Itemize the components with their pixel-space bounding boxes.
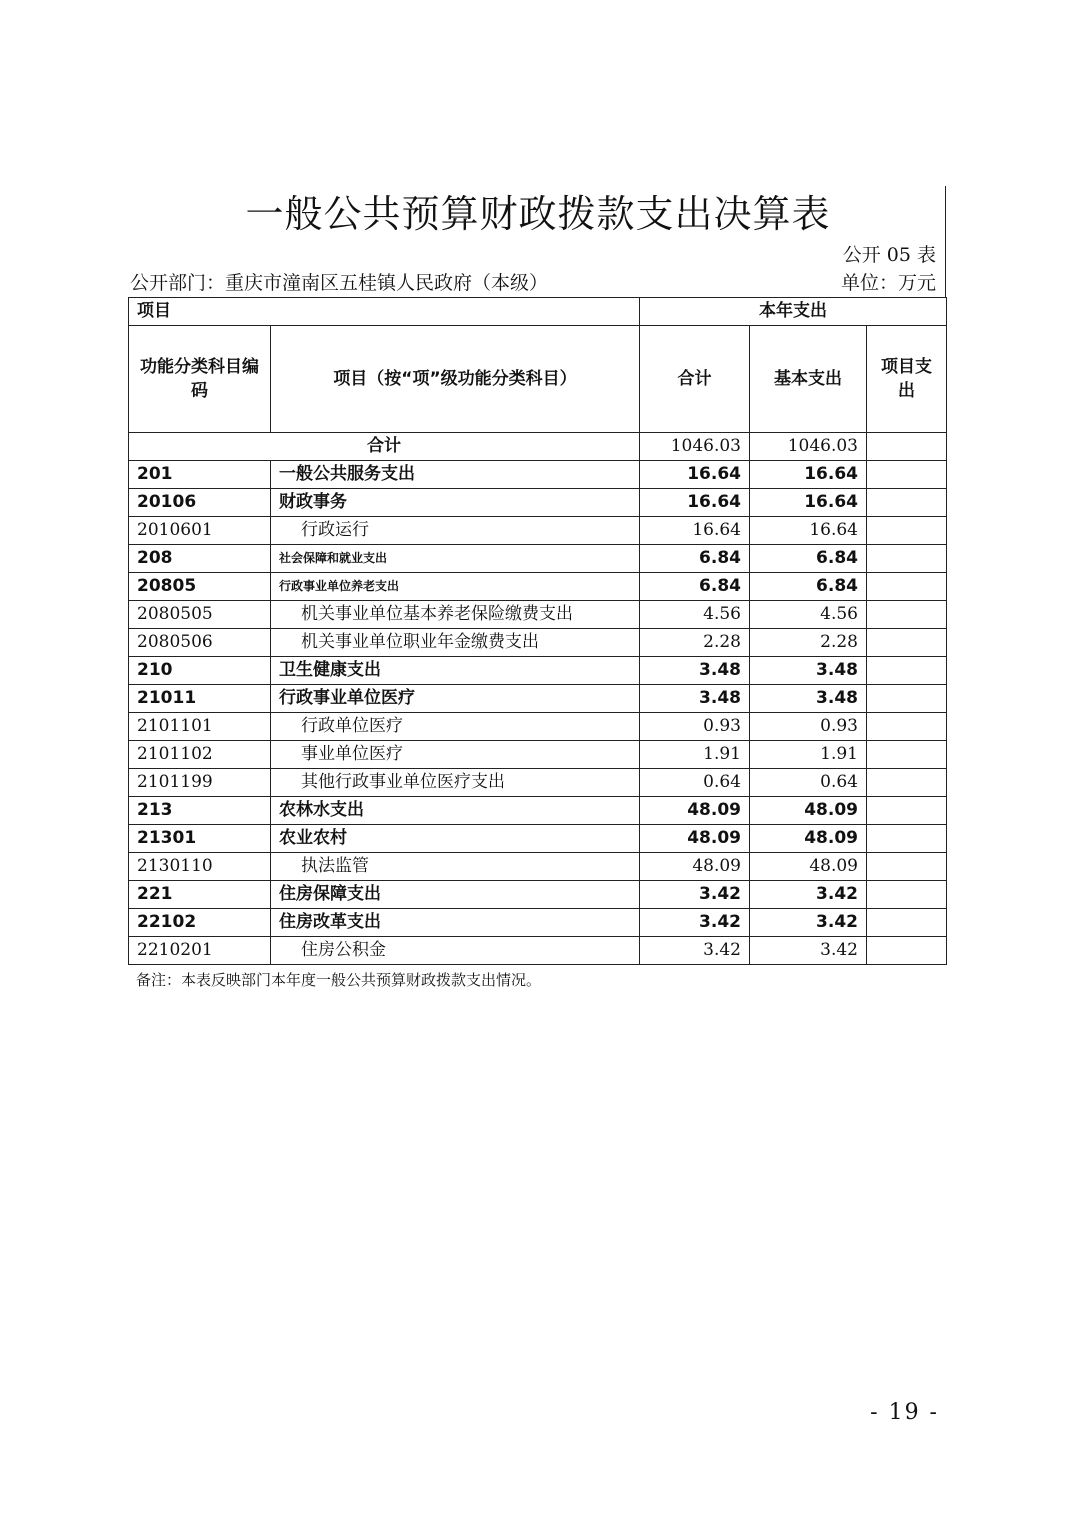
row-name: 社会保障和就业支出 xyxy=(271,545,640,573)
table-code: 公开 05 表 xyxy=(842,244,936,266)
row-project-expenditure xyxy=(867,909,947,937)
row-project-expenditure xyxy=(867,573,947,601)
row-total: 3.42 xyxy=(640,881,750,909)
row-name: 农业农村 xyxy=(271,825,640,853)
row-total: 0.93 xyxy=(640,713,750,741)
row-name: 行政运行 xyxy=(271,517,640,545)
table-row xyxy=(129,573,947,601)
row-basic: 3.42 xyxy=(750,881,867,909)
row-project-expenditure xyxy=(867,825,947,853)
row-name: 行政事业单位养老支出 xyxy=(271,573,640,601)
row-total: 6.84 xyxy=(640,545,750,573)
table-row xyxy=(129,881,947,909)
row-code: 20106 xyxy=(129,489,271,517)
table-row xyxy=(129,489,947,517)
total-basic: 1046.03 xyxy=(750,433,867,461)
right-border-rule xyxy=(945,186,946,298)
table-row xyxy=(129,909,947,937)
page-number: - 19 - xyxy=(870,1400,939,1425)
table-row xyxy=(129,545,947,573)
row-basic: 48.09 xyxy=(750,825,867,853)
row-basic: 0.64 xyxy=(750,769,867,797)
row-basic: 2.28 xyxy=(750,629,867,657)
row-project-expenditure xyxy=(867,629,947,657)
row-basic: 16.64 xyxy=(750,461,867,489)
row-total: 1.91 xyxy=(640,741,750,769)
row-code: 2101199 xyxy=(129,769,271,797)
row-basic: 6.84 xyxy=(750,573,867,601)
header-code: 功能分类科目编码 xyxy=(129,326,271,433)
row-code: 21301 xyxy=(129,825,271,853)
header-row-1 xyxy=(129,298,947,326)
row-name: 一般公共服务支出 xyxy=(271,461,640,489)
unit-label: 单位：万元 xyxy=(840,272,936,294)
row-total: 48.09 xyxy=(640,825,750,853)
row-code: 2210201 xyxy=(129,937,271,965)
row-total: 4.56 xyxy=(640,601,750,629)
footnote: 备注：本表反映部门本年度一般公共预算财政拨款支出情况。 xyxy=(136,971,542,989)
row-code: 21011 xyxy=(129,685,271,713)
row-project-expenditure xyxy=(867,685,947,713)
table-row xyxy=(129,797,947,825)
row-basic: 48.09 xyxy=(750,853,867,881)
row-basic: 6.84 xyxy=(750,545,867,573)
row-project-expenditure xyxy=(867,713,947,741)
row-basic: 48.09 xyxy=(750,797,867,825)
row-total: 16.64 xyxy=(640,489,750,517)
row-total: 16.64 xyxy=(640,517,750,545)
header-row-2 xyxy=(129,326,947,433)
table-row xyxy=(129,517,947,545)
row-name: 执法监管 xyxy=(271,853,640,881)
total-row xyxy=(129,433,947,461)
row-project-expenditure xyxy=(867,853,947,881)
row-code: 2010601 xyxy=(129,517,271,545)
row-total: 16.64 xyxy=(640,461,750,489)
row-name: 农林水支出 xyxy=(271,797,640,825)
row-code: 2080505 xyxy=(129,601,271,629)
row-project-expenditure xyxy=(867,489,947,517)
row-code: 2130110 xyxy=(129,853,271,881)
table-row xyxy=(129,937,947,965)
row-total: 48.09 xyxy=(640,853,750,881)
header-project: 项目 xyxy=(129,298,640,326)
row-project-expenditure xyxy=(867,545,947,573)
row-code: 22102 xyxy=(129,909,271,937)
table-row xyxy=(129,601,947,629)
row-project-expenditure xyxy=(867,937,947,965)
department-line xyxy=(130,268,936,295)
row-basic: 3.42 xyxy=(750,909,867,937)
row-basic: 1.91 xyxy=(750,741,867,769)
table-row xyxy=(129,685,947,713)
row-total: 3.42 xyxy=(640,937,750,965)
row-name: 其他行政事业单位医疗支出 xyxy=(271,769,640,797)
row-total: 0.64 xyxy=(640,769,750,797)
row-basic: 0.93 xyxy=(750,713,867,741)
row-basic: 4.56 xyxy=(750,601,867,629)
total-amount: 1046.03 xyxy=(640,433,750,461)
row-name: 住房公积金 xyxy=(271,937,640,965)
row-name: 行政单位医疗 xyxy=(271,713,640,741)
row-basic: 3.48 xyxy=(750,657,867,685)
row-basic: 16.64 xyxy=(750,517,867,545)
row-project-expenditure xyxy=(867,657,947,685)
header-total: 合计 xyxy=(640,326,750,433)
row-code: 208 xyxy=(129,545,271,573)
row-project-expenditure xyxy=(867,461,947,489)
row-name: 事业单位医疗 xyxy=(271,741,640,769)
table-row xyxy=(129,853,947,881)
row-code: 20805 xyxy=(129,573,271,601)
row-total: 48.09 xyxy=(640,797,750,825)
row-code: 201 xyxy=(129,461,271,489)
table-row xyxy=(129,461,947,489)
row-code: 2101102 xyxy=(129,741,271,769)
header-current-year: 本年支出 xyxy=(640,298,947,326)
row-code: 210 xyxy=(129,657,271,685)
row-code: 213 xyxy=(129,797,271,825)
header-basic: 基本支出 xyxy=(750,326,867,433)
row-code: 2080506 xyxy=(129,629,271,657)
header-project-expenditure: 项目支出 xyxy=(867,326,947,433)
row-project-expenditure xyxy=(867,797,947,825)
row-project-expenditure xyxy=(867,741,947,769)
row-basic: 3.48 xyxy=(750,685,867,713)
table-row xyxy=(129,741,947,769)
row-project-expenditure xyxy=(867,881,947,909)
row-project-expenditure xyxy=(867,601,947,629)
row-basic: 3.42 xyxy=(750,937,867,965)
row-name: 卫生健康支出 xyxy=(271,657,640,685)
row-name: 住房保障支出 xyxy=(271,881,640,909)
row-total: 3.48 xyxy=(640,657,750,685)
row-name: 财政事务 xyxy=(271,489,640,517)
row-name: 行政事业单位医疗 xyxy=(271,685,640,713)
expenditure-table xyxy=(128,297,947,965)
row-project-expenditure xyxy=(867,769,947,797)
total-project-expenditure xyxy=(867,433,947,461)
row-code: 2101101 xyxy=(129,713,271,741)
row-name: 机关事业单位职业年金缴费支出 xyxy=(271,629,640,657)
header-name: 项目（按“项”级功能分类科目） xyxy=(271,326,640,433)
total-label: 合计 xyxy=(129,433,640,461)
department-label: 公开部门：重庆市潼南区五桂镇人民政府（本级） xyxy=(130,272,549,294)
table-row xyxy=(129,713,947,741)
row-total: 3.42 xyxy=(640,909,750,937)
table-row xyxy=(129,629,947,657)
row-name: 住房改革支出 xyxy=(271,909,640,937)
row-total: 3.48 xyxy=(640,685,750,713)
table-row xyxy=(129,769,947,797)
row-code: 221 xyxy=(129,881,271,909)
row-total: 2.28 xyxy=(640,629,750,657)
page-title: 一般公共预算财政拨款支出决算表 xyxy=(245,192,831,236)
row-total: 6.84 xyxy=(640,573,750,601)
table-row xyxy=(129,825,947,853)
row-name: 机关事业单位基本养老保险缴费支出 xyxy=(271,601,640,629)
table-row xyxy=(129,657,947,685)
row-project-expenditure xyxy=(867,517,947,545)
row-basic: 16.64 xyxy=(750,489,867,517)
